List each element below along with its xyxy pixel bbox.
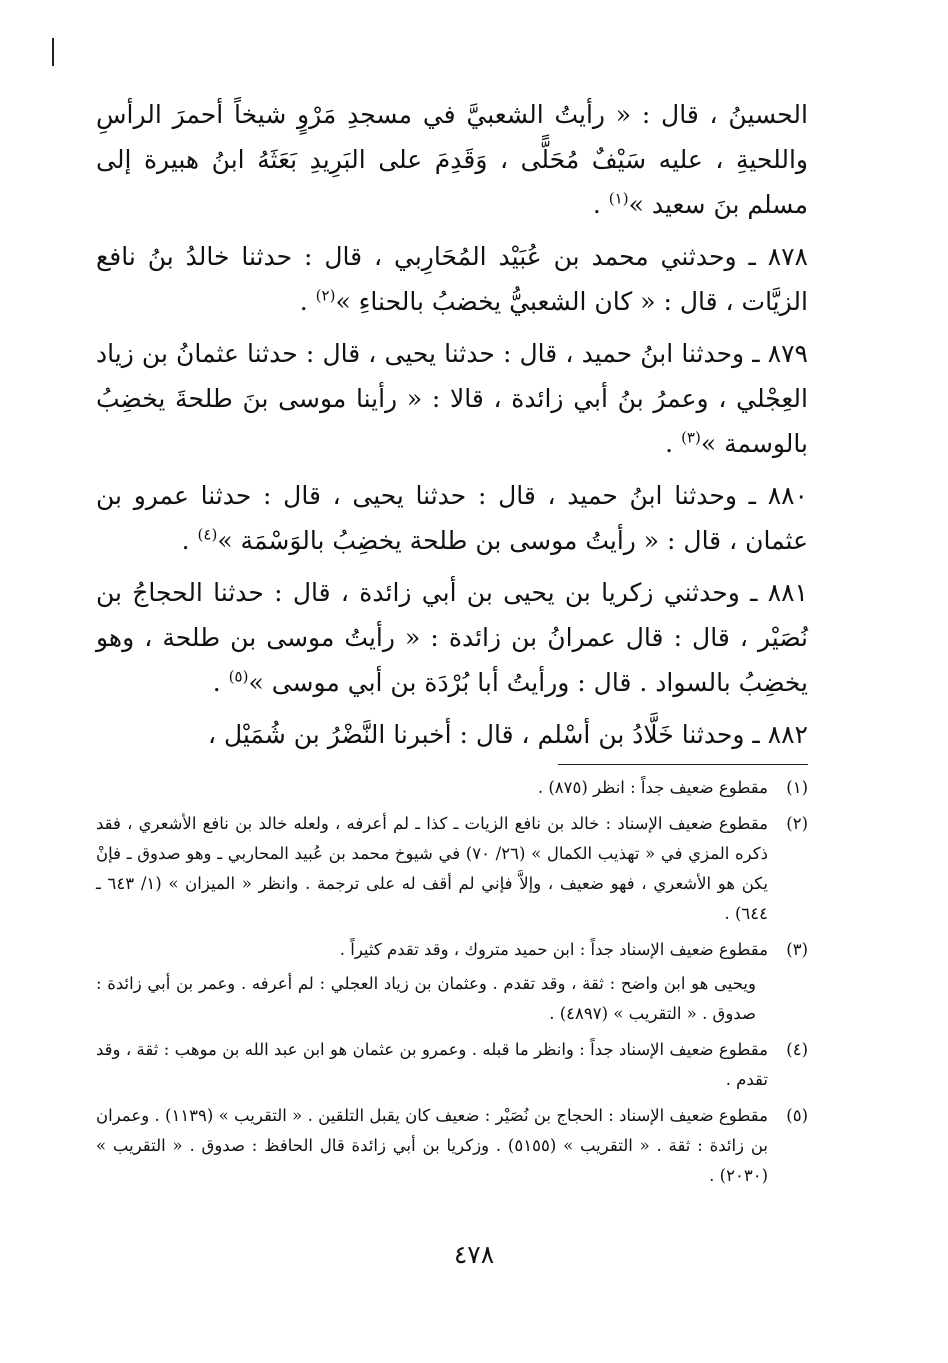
footnote-line: مقطوع ضعيف الإسناد : خالد بن نافع الزيات ـ كذا ـ لم أعرفه ، ولعله خالد بن نافع الأشعري ، فقد ذكره المزي في « تهذيب الكمال » (٢٦/ ٧٠) في شيوخ محمد بن عُبيد المحاربي ـ وهو صدوق ـ فإنْ يكن هو الأشعري ، فهو ضعيف ، وإلاَّ فإني لم أقف له على ترجمة . وانظر « الميزان » (١/ ٦٤٣ ـ ٦٤٤) . (96, 814, 768, 923)
footnote-number: (٤) (786, 1040, 808, 1059)
footnote-divider (558, 764, 808, 765)
paragraph-end: . (592, 190, 609, 219)
footnote-1 (96, 773, 808, 803)
footnote-5 (96, 1101, 808, 1191)
paragraph-878 (96, 234, 808, 324)
page-body (96, 92, 808, 1197)
footnote-number: (٣) (786, 940, 808, 959)
footnote-number: (١) (786, 778, 808, 797)
paragraph-text: ٨٨١ ـ وحدثني زكريا بن يحيى بن أبي زائدة ، قال : حدثنا الحجاجُ بن نُصَيْر ، قال : قال عمرانُ بن زائدة : « رأيتُ موسى بن طلحة ، وهو يخضِبُ بالسواد . قال : ورأيتُ أبا بُرْدَة بن أبي موسى » (96, 578, 808, 697)
paragraph-text: ٨٧٨ ـ وحدثني محمد بن عُبَيْد المُحَارِبي ، قال : حدثنا خالدُ بنُ نافع الزيَّات ، قال : « كان الشعبيُّ يخضبُ بالحناءِ » (96, 242, 808, 316)
paragraph-880 (96, 473, 808, 563)
footnote-line: مقطوع ضعيف الإسناد جداً : ابن حميد متروك ، وقد تقدم كثيراً . (339, 940, 768, 959)
paragraph-end: . (181, 526, 198, 555)
footnotes (96, 773, 808, 1191)
footnote-body (96, 1035, 768, 1095)
paragraph-882 (96, 712, 808, 757)
footnote-ref[interactable]: (٢) (315, 286, 336, 305)
footnote-number: (٥) (786, 1106, 808, 1125)
footnote-body (96, 809, 768, 929)
page-number: ٤٧٨ (453, 1240, 495, 1269)
paragraph-text: الحسينُ ، قال : « رأيتُ الشعبيَّ في مسجدِ مَرْوٍ شيخاً أحمرَ الرأسِ واللحيةِ ، عليه سَيْفٌ مُحَلًّى ، وَقَدِمَ على البَرِيدِ بَعَثَهُ ابنُ هبيرة إلى مسلم بنَ سعيد » (96, 100, 808, 219)
paragraph-881 (96, 570, 808, 705)
paragraph-end: . (299, 287, 316, 316)
footnote-3 (96, 935, 808, 1029)
footnote-2 (96, 809, 808, 929)
footnote-line: ويحيى هو ابن واضح : ثقة ، وقد تقدم . وعثمان بن زياد العجلي : لم أعرفه . وعمر بن أبي زائدة : صدوق . « التقريب » (٤٨٩٧) . (96, 974, 756, 1023)
paragraph-text: ٨٨٢ ـ وحدثنا خَلَّادُ بن أسْلم ، قال : أخبرنا النَّضْرُ بن شُمَيْل ، (207, 720, 808, 749)
footnote-line: مقطوع ضعيف الإسناد جداً : وانظر ما قبله . وعمرو بن عثمان هو ابن عبد الله بن موهب : ثقة ، وقد تقدم . (96, 1040, 768, 1089)
paragraph-text: ٨٧٩ ـ وحدثنا ابنُ حميد ، قال : حدثنا يحيى ، قال : حدثنا عثمانُ بن زياد العِجْلي ، وعمرُ بنُ أبي زائدة ، قالا : « رأينا موسى بنَ طلحةَ يخضِبُ بالوسمة » (96, 339, 808, 458)
footnote-body (96, 1101, 768, 1191)
footnote-ref[interactable]: (١) (608, 189, 629, 208)
footnote-body (96, 773, 768, 803)
footnote-line: مقطوع ضعيف جداً : انظر (٨٧٥) . (537, 778, 768, 797)
paragraph-end: . (212, 668, 229, 697)
footnote-4 (96, 1035, 808, 1095)
paragraph-879 (96, 331, 808, 466)
margin-mark (52, 38, 54, 66)
footnote-line: مقطوع ضعيف الإسناد : الحجاج بن نُصَيْر : ضعيف كان يقبل التلقين . « التقريب » (١١٣٩) . وعمران بن زائدة : ثقة . « التقريب » (٥١٥٥) . وزكريا بن أبي زائدة قال الحافظ : صدوق . « التقريب » (٢٠٣٠) . (96, 1106, 768, 1185)
footnote-body (96, 935, 768, 1029)
paragraph-end: . (665, 429, 682, 458)
paragraph-continuation (96, 92, 808, 227)
footnote-ref[interactable]: (٥) (228, 667, 249, 686)
paragraph-text: ٨٨٠ ـ وحدثنا ابنُ حميد ، قال : حدثنا يحيى ، قال : حدثنا عمرو بن عثمان ، قال : « رأيتُ موسى بن طلحة يخضِبُ بالوَسْمَة » (96, 481, 808, 555)
footnote-number: (٢) (786, 814, 808, 833)
footnote-ref[interactable]: (٣) (681, 428, 701, 447)
main-text (96, 92, 808, 757)
footnote-ref[interactable]: (٤) (197, 525, 218, 544)
